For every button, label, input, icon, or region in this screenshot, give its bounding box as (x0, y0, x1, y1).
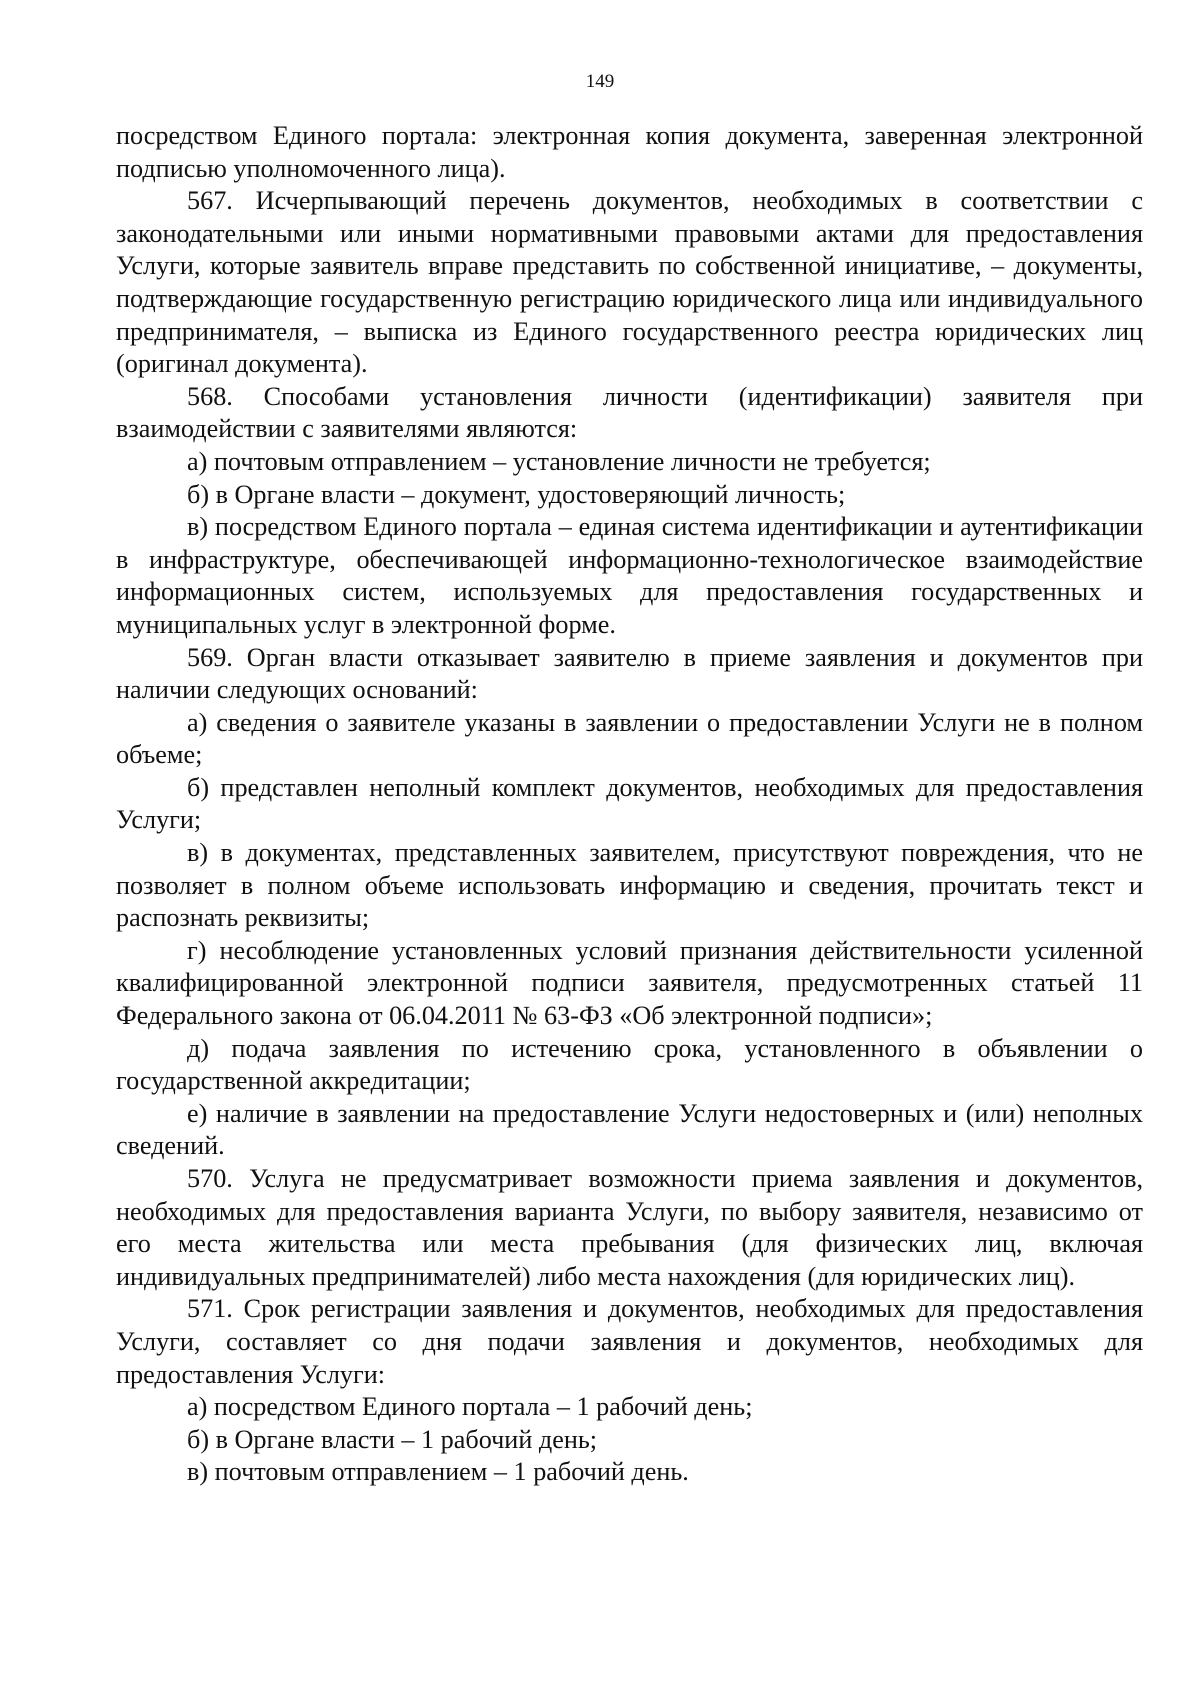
list-item-569-b: б) представлен неполный комплект документов, необходимых для предоставления Услуги; (116, 772, 1143, 835)
list-item-571-v: в) почтовым отправлением – 1 рабочий день. (187, 1457, 689, 1487)
list-item-568-v: в) посредством Единого портала – единая система идентификации и аутентификации в инфраструктуре, обеспечивающей информационно-технологическое взаимодействие информационных систем, используемых для предоставления государственных и муниципальных услуг в электронной форме. (116, 512, 1143, 639)
list-item-571-a: а) посредством Единого портала – 1 рабочий день; (187, 1392, 753, 1422)
page-number: 149 (585, 71, 615, 92)
list-item-568-b: б) в Органе власти – документ, удостоверяющий личность; (187, 479, 846, 509)
list-item-569-e: е) наличие в заявлении на предоставление Услуги недостоверных и (или) неполных сведений. (116, 1098, 1143, 1161)
paragraph-570: 570. Услуга не предусматривает возможности приема заявления и документов, необходимых для предоставления варианта Услуги, по выбору заявителя, независимо от его места жительства или места пребывания (для физических лиц, включая индивидуальных предпринимателей) либо места нахождения (для юридических лиц). (116, 1164, 1143, 1291)
list-item-569-d: д) подача заявления по истечению срока, установленного в объявлении о государственной аккредитации; (116, 1033, 1143, 1096)
list-item-569-v: в) в документах, представленных заявителем, присутствуют повреждения, что не позволяет в полном объеме использовать информацию и сведения, прочитать текст и распознать реквизиты; (116, 838, 1143, 933)
paragraph-continuation: посредством Единого портала: электронная копия документа, заверенная электронной подписью уполномоченного лица). (116, 121, 1143, 183)
list-item-569-g: г) несоблюдение установленных условий признания действительности усиленной квалифицированной электронной подписи заявителя, предусмотренных статьей 11 Федерального закона от 06.04.2011 № 63-ФЗ «Об электронной подписи»; (116, 935, 1143, 1031)
list-item-569-a: а) сведения о заявителе указаны в заявлении о предоставлении Услуги не в полном объеме; (116, 707, 1143, 770)
document-body (116, 120, 1143, 1489)
paragraph-571: 571. Срок регистрации заявления и документов, необходимых для предоставления Услуги, составляет со дня подачи заявления и документов, необходимых для предоставления Услуги: (116, 1294, 1143, 1389)
paragraph-569: 569. Орган власти отказывает заявителю в приеме заявления и документов при наличии следующих оснований: (116, 642, 1143, 705)
paragraph-568: 568. Способами установления личности (идентификации) заявителя при взаимодействии с заявителями являются: (116, 381, 1143, 444)
paragraph-567: 567. Исчерпывающий перечень документов, необходимых в соответствии с законодательными или иными нормативными правовыми актами для предоставления Услуги, которые заявитель вправе представить по собственной инициативе, – документы, подтверждающие государственную регистрацию юридического лица или индивидуального предпринимателя, – выписка из Единого государственного реестра юридических лиц (оригинал документа). (116, 186, 1143, 379)
list-item-568-a: а) почтовым отправлением – установление личности не требуется; (187, 446, 931, 476)
list-item-571-b: б) в Органе власти – 1 рабочий день; (187, 1424, 598, 1454)
